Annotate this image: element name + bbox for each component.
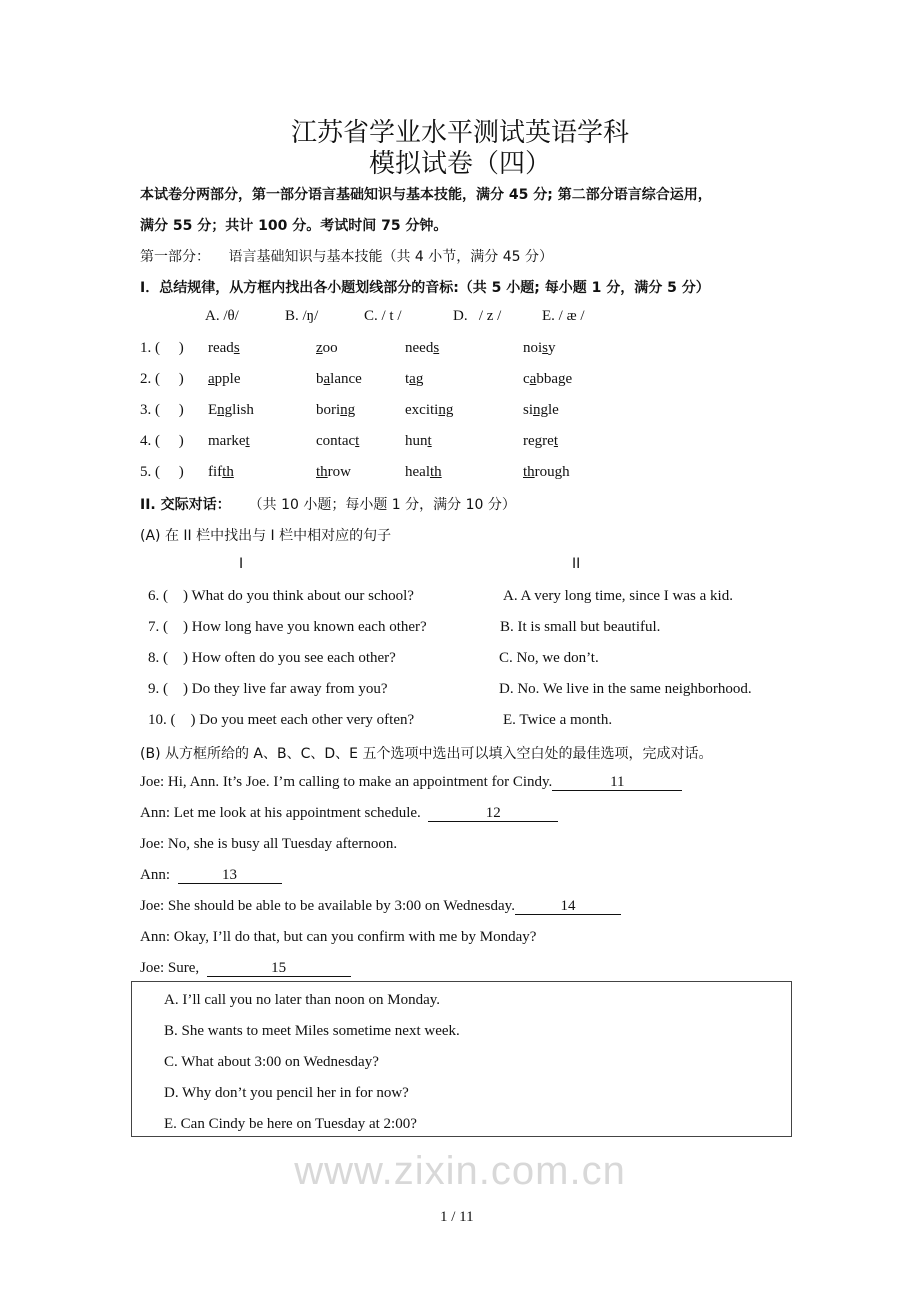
- dialogue-option: C. What about 3:00 on Wednesday?: [164, 1054, 379, 1070]
- phonetic-option-b: B. /ŋ/: [285, 308, 319, 324]
- matching-answer: A. A very long time, since I was a kid.: [503, 588, 733, 604]
- word-prefix: noi: [523, 340, 543, 356]
- phonetic-word: [523, 433, 558, 450]
- phonetic-word: [208, 433, 250, 450]
- dialogue-text: Ann:: [140, 867, 178, 883]
- word-prefix: c: [523, 371, 530, 387]
- word-prefix: contac: [316, 433, 356, 449]
- matching-answer: B. It is small but beautiful.: [500, 619, 661, 635]
- phonetic-word: [208, 402, 254, 419]
- word-underlined-part: a: [323, 371, 331, 387]
- matching-answer: E. Twice a month.: [503, 712, 613, 728]
- dialogue-text: Joe: No, she is busy all Tuesday afternoon.: [140, 836, 398, 852]
- question-number: 3. ( ): [140, 402, 184, 418]
- word-prefix: regre: [523, 433, 554, 449]
- phonetic-word: [405, 464, 442, 481]
- word-underlined-part: t: [355, 433, 360, 449]
- phonetic-word: [316, 433, 359, 450]
- intro-line-1: 本试卷分两部分，第一部分语言基础知识与基本技能，满分 45 分; 第二部分语言综合运用，: [140, 187, 712, 203]
- word-underlined-part: th: [222, 464, 234, 480]
- matching-question: 9. ( ) Do they live far away from you?: [148, 681, 388, 697]
- dialogue-text: Joe: Hi, Ann. It’s Joe. I’m calling to make an appointment for Cindy.: [140, 774, 553, 790]
- phonetic-word: [405, 433, 432, 450]
- page-current: 1: [440, 1209, 448, 1225]
- question-number: 2. ( ): [140, 371, 184, 387]
- phonetic-word: [208, 464, 234, 481]
- column-i-label: I: [239, 556, 244, 572]
- word-underlined-part: ng: [340, 402, 356, 418]
- answer-blank[interactable]: 13: [178, 868, 282, 884]
- phonetic-option-e: E. / æ /: [542, 308, 585, 324]
- dialogue-line: [140, 774, 682, 791]
- word-prefix: exciti: [405, 402, 439, 418]
- word-prefix: t: [405, 371, 410, 387]
- word-underlined-part: a: [409, 371, 416, 387]
- dialogue-line: [140, 960, 351, 977]
- matching-question: 10. ( ) Do you meet each other very often?: [148, 712, 415, 728]
- page-total: 11: [459, 1209, 474, 1225]
- phonetic-word: [523, 371, 572, 388]
- phonetic-word: [316, 371, 362, 388]
- dialogue-text: Joe: Sure,: [140, 960, 207, 976]
- word-suffix: lish: [232, 402, 254, 418]
- page-title: 江苏省学业水平测试英语学科: [290, 118, 629, 148]
- answer-blank[interactable]: 15: [207, 961, 351, 977]
- word-suffix: row: [327, 464, 351, 480]
- part1-heading-label: 第一部分：: [140, 249, 210, 265]
- word-suffix: y: [548, 340, 556, 356]
- part1-heading-text: 语言基础知识与基本技能（共 4 小节，满分 45 分）: [228, 249, 553, 265]
- question-number: 1. ( ): [140, 340, 184, 356]
- word-suffix: lance: [330, 371, 362, 387]
- dialogue-text: Ann: Okay, I’ll do that, but can you confirm with me by Monday?: [140, 929, 537, 945]
- word-suffix: pple: [214, 371, 241, 387]
- phonetic-word: [405, 371, 423, 388]
- word-underlined-part: ng: [533, 402, 549, 418]
- word-prefix: b: [316, 371, 324, 387]
- word-prefix: heal: [405, 464, 430, 480]
- dialogue-line: [140, 867, 282, 884]
- answer-blank[interactable]: 11: [552, 775, 682, 791]
- word-underlined-part: t: [245, 433, 250, 449]
- word-prefix: hun: [405, 433, 428, 449]
- page-separator: /: [447, 1209, 460, 1225]
- page-subtitle: 模拟试卷（四）: [368, 149, 551, 179]
- matching-question: 7. ( ) How long have you known each other?: [148, 619, 427, 635]
- phonetic-word: [523, 402, 559, 419]
- word-underlined-part: z: [316, 340, 323, 356]
- word-prefix: need: [405, 340, 434, 356]
- word-prefix: fif: [208, 464, 223, 480]
- word-underlined-part: s: [433, 340, 440, 356]
- word-underlined-part: ng: [217, 402, 233, 418]
- word-suffix: le: [548, 402, 559, 418]
- answer-blank[interactable]: 14: [515, 899, 621, 915]
- dialogue-line: [140, 805, 558, 822]
- word-prefix: read: [208, 340, 234, 356]
- phonetic-word: [208, 340, 240, 357]
- intro-line-2: 满分 55 分；共计 100 分。考试时间 75 分钟。: [140, 218, 448, 234]
- word-prefix: bori: [316, 402, 341, 418]
- part1-heading: [140, 246, 553, 266]
- matching-answer: C. No, we don’t.: [499, 650, 599, 666]
- word-underlined-part: ng: [438, 402, 454, 418]
- dialogue-text: Joe: She should be able to be available by 3:00 on Wednesday.: [140, 898, 515, 914]
- word-underlined-part: th: [316, 464, 328, 480]
- phonetic-option-d: D. / z /: [453, 308, 502, 324]
- matching-question: 6. ( ) What do you think about our school?: [148, 588, 414, 604]
- dialogue-option: E. Can Cindy be here on Tuesday at 2:00?: [164, 1116, 417, 1132]
- matching-question: 8. ( ) How often do you see each other?: [148, 650, 396, 666]
- word-suffix: g: [415, 371, 424, 387]
- word-underlined-part: t: [553, 433, 558, 449]
- phonetic-word: [405, 402, 453, 419]
- word-prefix: si: [523, 402, 534, 418]
- phonetic-word: [316, 464, 351, 481]
- section2-heading-label: II. 交际对话：: [140, 497, 231, 513]
- dialogue-option: A. I’ll call you no later than noon on Monday.: [164, 992, 441, 1008]
- phonetic-word: [208, 371, 241, 388]
- column-ii-label: II: [572, 556, 581, 572]
- phonetic-word: [316, 340, 338, 357]
- word-underlined-part: s: [542, 340, 549, 356]
- phonetic-option-a: A. /θ/: [205, 308, 239, 324]
- dialogue-option: D. Why don’t you pencil her in for now?: [164, 1085, 409, 1101]
- word-prefix: E: [208, 402, 218, 418]
- word-underlined-part: th: [429, 464, 442, 480]
- partB-heading: (B) 从方框所给的 A、B、C、D、E 五个选项中选出可以填入空白处的最佳选项，完成对话。: [140, 746, 713, 762]
- word-suffix: rough: [534, 464, 570, 480]
- dialogue-line: [140, 929, 536, 946]
- dialogue-line: [140, 836, 397, 853]
- dialogue-text: Ann: Let me look at his appointment schedule.: [140, 805, 429, 821]
- watermark: www.zixin.com.cn: [294, 1149, 626, 1193]
- word-underlined-part: t: [427, 433, 432, 449]
- section1-heading: I．总结规律，从方框内找出各小题划线部分的音标:（共 5 小题; 每小题 1 分，满分 5 分）: [140, 280, 710, 296]
- phonetic-option-c: C. / t /: [364, 308, 402, 324]
- matching-answer: D. No. We live in the same neighborhood.: [499, 681, 752, 697]
- phonetic-word: [523, 340, 556, 357]
- word-prefix: marke: [208, 433, 246, 449]
- word-underlined-part: a: [529, 371, 537, 387]
- phonetic-word: [405, 340, 439, 357]
- answer-blank[interactable]: 12: [428, 806, 558, 822]
- phonetic-word: [316, 402, 355, 419]
- partA-heading: (A) 在 II 栏中找出与 I 栏中相对应的句子: [140, 528, 392, 544]
- section2-heading-text: （共 10 小题；每小题 1 分，满分 10 分）: [248, 497, 516, 513]
- question-number: 5. ( ): [140, 464, 184, 480]
- dialogue-line: [140, 898, 621, 915]
- question-number: 4. ( ): [140, 433, 184, 449]
- page-number: [440, 1209, 474, 1226]
- word-suffix: oo: [322, 340, 338, 356]
- word-underlined-part: s: [233, 340, 240, 356]
- phonetic-word: [523, 464, 570, 481]
- dialogue-option: B. She wants to meet Miles sometime next week.: [164, 1023, 460, 1039]
- section2-heading: [140, 494, 516, 514]
- word-underlined-part: th: [523, 464, 535, 480]
- word-suffix: bbage: [536, 371, 573, 387]
- word-underlined-part: a: [208, 371, 215, 387]
